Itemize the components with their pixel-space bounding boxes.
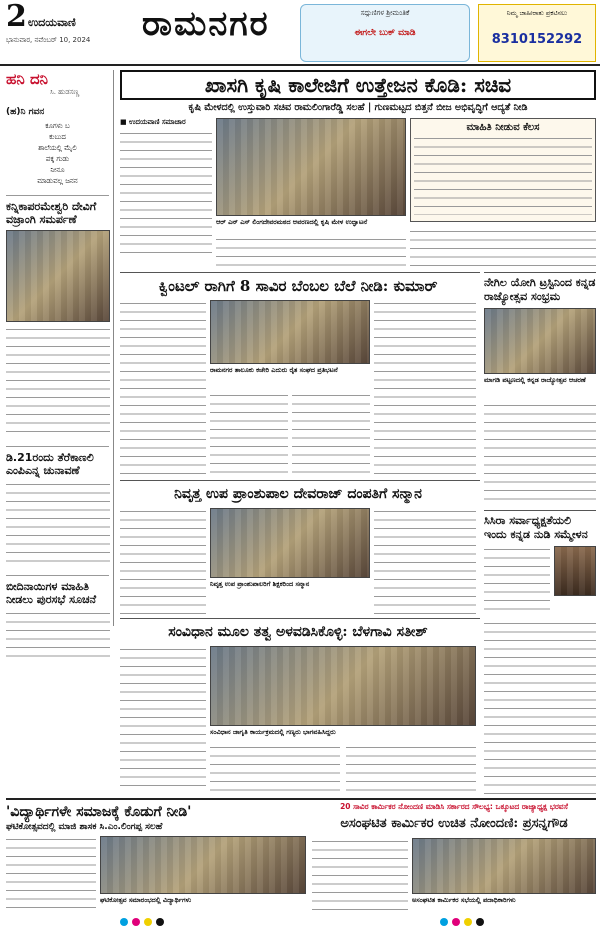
registration-mark [440, 918, 448, 926]
ad-phone-number: 8310152292 [491, 32, 583, 47]
story-kicker: 20 ಸಾವಿರ ಕಾರ್ಮಿಕರ ನೋಂದಣಿ ಮಾಡಿಸಿ ಸರ್ಕಾರದ ಸೌಲಭ್ಯ: ಒಕ್ಕೂಟದ ರಾಜ್ಯಾಧ್ಯಕ್ಷ ಭರವಸೆ [340, 802, 568, 811]
registration-mark [452, 918, 460, 926]
story-headline[interactable]: ಕ್ವಿಂಟಲ್ ರಾಗಿಗೆ 8 ಸಾವಿರ ಬೆಂಬಲ ಬೆಲೆ ನೀಡಿ: ಕುಮಾರ್ [158, 277, 438, 295]
story-subheadline: ಘಟಿಕೋತ್ಸವದಲ್ಲಿ ಮಾಜಿ ಶಾಸಕ ಸಿ.ಎಂ.ಲಿಂಗಪ್ಪ ಸಲಹೆ [6, 822, 163, 832]
story-headline[interactable]: ಸಂವಿಧಾನ ಮೂಲ ತತ್ವ ಅಳವಡಿಸಿಕೊಳ್ಳಿ: ಬೆಳಗಾವಿ ಸತೀಶ್ [168, 624, 428, 640]
advertisement-right[interactable] [478, 4, 596, 62]
poem-line: ಮಾಡುವಲ್ಲ ಜನನ [37, 177, 78, 185]
story-body-text [6, 610, 110, 658]
story-headline[interactable]: ಡಿ.21ರಂದು ತೆರೆಕಾಣಲಿ ಎಂಪಿಎನ್ನ ಚುನಾವಣೆ [6, 446, 109, 477]
left-column [6, 70, 114, 626]
story-body-text [216, 236, 406, 268]
story-body-text [484, 546, 550, 616]
poem-line: ಕುಬುದ [49, 133, 66, 141]
story-body-text [120, 508, 206, 614]
rajyotsava-photo [484, 308, 596, 374]
story-body-text [410, 228, 596, 268]
story-body-text [6, 481, 110, 567]
poem-line: ಪಕ್ಕ ಗುಡು [45, 155, 70, 163]
info-box [410, 118, 596, 222]
registration-mark [144, 918, 152, 926]
story-headline[interactable]: ನೇಗಿಲ ಯೋಗಿ ಟ್ರಸ್ಟಿನಿಂದ ಕನ್ನಡ ರಾಜ್ಯೋತ್ಸವ ಸಂಭ್ರಮ [484, 276, 596, 303]
protest-photo [210, 300, 370, 364]
story-body-text [414, 135, 592, 215]
workers-meeting-photo [412, 838, 596, 894]
workers-photo-caption: ಅಸಂಘಟಿತ ಕಾರ್ಮಿಕರ ಸಭೆಯಲ್ಲಿ ಪದಾಧಿಕಾರಿಗಳು [412, 896, 516, 904]
poem-line: ಕೂಗಳು ಬ [45, 122, 70, 130]
story-headline[interactable]: 'ವಿದ್ಯಾರ್ಥಿಗಳೇ ಸಮಾಜಕ್ಕೆ ಕೊಡುಗೆ ನೀಡಿ' [6, 804, 192, 820]
story-body-text [210, 744, 340, 792]
masthead [0, 0, 600, 66]
story-headline[interactable]: ನಿವೃತ್ತ ಉಪ ಪ್ರಾಂಶುಪಾಲ ದೇವರಾಜ್ ದಂಪತಿಗೆ ಸನ್ಮಾನ [174, 486, 422, 502]
lead-subheadline: ಕೃಷಿ ಮೇಳದಲ್ಲಿ ಉಸ್ತುವಾರಿ ಸಚಿವ ರಾಮಲಿಂಗಾರೆಡ್ಡಿ ಸಲಹೆ | ಗುಣಮಟ್ಟದ ಬಿತ್ತನೆ ಬೀಜ ಅಭಿವೃದ್ಧಿಗೆ ಆದ್ಯತೆ ನೀಡಿ [188, 102, 528, 113]
story-body-text [120, 130, 212, 260]
rajyotsava-photo-caption: ಮಾಗಡಿ ಪಟ್ಟಣದಲ್ಲಿ ಕನ್ನಡ ರಾಜ್ಯೋತ್ಸವ ಆಚರಣೆ [484, 376, 586, 384]
poem-line: ನೀನೂ [50, 166, 65, 174]
deity-photo [6, 230, 110, 322]
story-body-text [312, 838, 408, 914]
story-body-text [120, 646, 206, 792]
lead-photo [216, 118, 406, 216]
registration-mark [476, 918, 484, 926]
story-body-text [6, 836, 96, 914]
story-body-text [374, 508, 476, 614]
info-box-heading: ಮಾಹಿತಿ ನೀಡುವ ಕೆಲಸ [466, 122, 540, 133]
convocation-photo-caption: ಘಟಿಕೋತ್ಸವ ಸಮಾರಂಭದಲ್ಲಿ ವಿದ್ಯಾರ್ಥಿಗಳು [100, 896, 192, 904]
lead-body-column [120, 118, 212, 260]
story-body-text [484, 402, 596, 506]
ad-left-text: ಸದ್ಗುಣಿಗಳ ಶ್ರೀಮಂತಿಕೆ [360, 9, 410, 17]
story-headline[interactable]: ಕನ್ನಿಕಾಪರಮೇಶ್ವರಿ ದೇವಿಗೆ ವಜ್ರಾಂಗಿ ಸಮರ್ಪಣೆ [6, 195, 109, 226]
registration-mark [464, 918, 472, 926]
registration-mark [120, 918, 128, 926]
registration-mark [132, 918, 140, 926]
protest-photo-caption: ರಾಮನಗರ ತಾಲೂಕು ಕಚೇರಿ ಎದುರು ರೈತ ಸಂಘದ ಪ್ರತಿಭಟನೆ [210, 366, 338, 374]
convocation-photo [100, 836, 306, 894]
story-headline[interactable]: ಬೀದಿನಾಯಿಗಳ ಮಾಹಿತಿ ನೀಡಲು ಪುರಸಭೆ ಸೂಚನೆ [6, 575, 109, 606]
section-title: ರಾಮನಗರ [142, 4, 270, 44]
poem-title: (ಹ)ನಿ ಗವನ [6, 107, 45, 117]
page-number: 2 [6, 0, 27, 34]
ad-right-text: ನಿಮ್ಮ ಜಾಹೀರಾತು ಪ್ರಕಟಿಸಲು [506, 9, 568, 17]
story-headline[interactable]: ಸಿಸಿರಾ ಸರ್ವಾಧ್ಯಕ್ಷತೆಯಲಿ ಇಂದು ಕನ್ನಡ ನುಡಿ ಸಮ್ಮೇಳನ [484, 514, 588, 541]
brand-name: ಉದಯವಾಣಿ [28, 16, 76, 29]
story-headline[interactable]: ಅಸಂಘಟಿತ ಕಾರ್ಮಿಕರ ಉಚಿತ ನೋಂದಣಿ: ಪ್ರಸನ್ನಗೌಡ [340, 816, 568, 831]
ad-left-highlight: ಈಗಲೇ ಬುಕ್ ಮಾಡಿ [354, 28, 416, 38]
story-body-text [346, 744, 476, 792]
story-body-text [6, 326, 110, 438]
story-body-text [374, 300, 476, 476]
edition-date: ಭಾನುವಾರ, ನವೆಂಬರ್ 10, 2024 [6, 36, 91, 44]
honey-dani-logo: ಹನಿ ದನಿ [6, 70, 48, 88]
felicitation-photo [210, 508, 370, 578]
poem [6, 121, 109, 187]
portrait-photo [554, 546, 596, 596]
constitution-photo-caption: ಸಂವಿಧಾನ ಜಾಗೃತಿ ಕಾರ್ಯಕ್ರಮದಲ್ಲಿ ಗಣ್ಯರು ಭಾಗವಹಿಸಿದ್ದರು [210, 728, 336, 736]
story-body-text [292, 392, 370, 476]
registration-mark [156, 918, 164, 926]
lead-photo-caption: ಆರ್ ಎನ್ ಎಸ್ ಲಿಂಗದೇವರಮಠದ ಆವರಣದಲ್ಲಿ ಕೃಷಿ ಮೇಳ ಉದ್ಘಾಟನೆ [216, 218, 368, 226]
constitution-event-photo [210, 646, 476, 726]
poem-line: ಶಾಲೆಯಲ್ಲಿ ಮೈಲಿ [38, 144, 77, 152]
honey-dani-author: ಸಿ. ಹುಡಸಣ್ಣ [50, 88, 80, 96]
story-body-text [210, 392, 288, 476]
byline: ■ ಉದಯವಾಣಿ ಸಮಾಚಾರ [120, 118, 186, 126]
felicitation-photo-caption: ನಿವೃತ್ತ ಉಪ ಪ್ರಾಂಶುಪಾಲರಿಗೆ ಶಿಕ್ಷಕರಿಂದ ಸನ್ಮಾನ [210, 580, 310, 588]
story-body-text [120, 300, 206, 476]
lead-headline[interactable]: ಖಾಸಗಿ ಕೃಷಿ ಕಾಲೇಜಿಗೆ ಉತ್ತೇಜನ ಕೊಡಿ: ಸಚಿವ [120, 70, 596, 100]
story-body-text [484, 620, 596, 796]
advertisement-left[interactable] [300, 4, 470, 62]
